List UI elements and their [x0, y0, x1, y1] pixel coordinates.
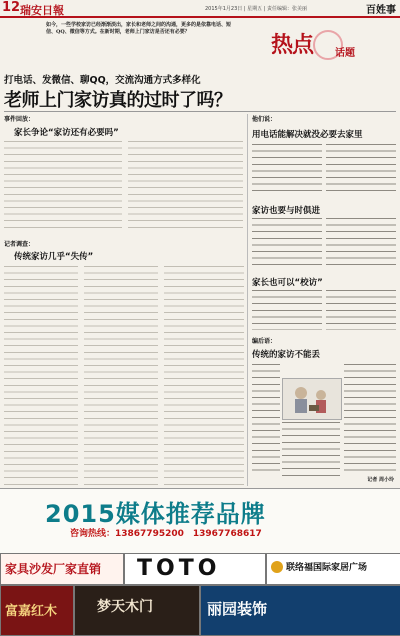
article-body: [164, 266, 244, 486]
article-title: 家长争论“家访还有必要吗”: [14, 128, 119, 138]
hotspot-main: 热点: [271, 33, 314, 58]
article-title: 传统的家访不能丢: [252, 350, 321, 360]
article-body: [344, 364, 396, 476]
ad-mall[interactable]: [266, 553, 400, 585]
article-body: [128, 141, 243, 233]
ad-fuli[interactable]: [0, 585, 74, 636]
label-they-say: 他们说：: [252, 116, 277, 123]
label-event: 事件回放：: [4, 116, 35, 123]
headline: 老师上门家访真的过时了吗？: [4, 90, 232, 111]
ad-furniture-name: 家具沙发厂家直销: [5, 562, 102, 576]
ad-grid: [0, 553, 400, 634]
ad-furniture[interactable]: [0, 553, 124, 585]
subheadline: 打电话、发微信、聊QQ，交流沟通方式多样化: [4, 75, 201, 86]
article-body: [4, 141, 122, 233]
intro-text: 如今，一些学校家访已经渐渐淡出，家长和老师之间的沟通，更多的是依靠电话、短信、QQ、微信等方式。在新时期，老师上门家访是否还有必要？: [46, 22, 232, 36]
hotspot-sub: 话题: [335, 48, 355, 59]
ad-banner-phone: 咨询热线：13867795200 13967768617: [70, 529, 262, 539]
ad-lihe[interactable]: [200, 585, 400, 636]
article-body: [282, 422, 340, 476]
article-body: [252, 364, 280, 476]
article-title: 家访也要与时俱进: [252, 206, 321, 216]
article-body: [252, 218, 322, 268]
ad-toto[interactable]: [124, 553, 266, 585]
article-body: [326, 218, 396, 268]
article-title: 家长也可以“校访”: [252, 278, 323, 288]
article-title: 传统家访几乎“失传”: [14, 252, 94, 262]
ad-lihe-name: 丽园装饰: [207, 600, 268, 618]
ad-mall-name: 联络福国际家居广场: [286, 563, 368, 573]
section-title: 百姓事: [366, 5, 396, 16]
label-survey: 记者调查：: [4, 241, 35, 248]
dateline: 2015年1月23日 | 星期五 | 责任编辑：张美丽: [205, 6, 307, 12]
article-body: [252, 290, 322, 330]
article-title: 用电话能解决就没必要去家里: [252, 130, 363, 140]
divider: [4, 111, 396, 112]
column-divider: [247, 114, 248, 486]
page-number: 12: [2, 0, 21, 15]
article-body: [84, 266, 158, 486]
label-postscript: 编后语：: [252, 338, 277, 345]
hotspot-logo: [265, 26, 375, 66]
byline: 记者 周小玲: [367, 477, 394, 483]
mall-logo-icon: [271, 561, 283, 573]
article-body: [4, 266, 78, 486]
ad-fuli-name: 富嘉红木: [5, 604, 58, 619]
paper-name: 瑞安日報: [20, 4, 64, 17]
ad-mengtian-name: 梦天木门: [97, 599, 153, 615]
ad-mengtian[interactable]: [74, 585, 200, 636]
illustration-drawing: [283, 379, 341, 419]
illustration-image: [282, 378, 342, 420]
article-body: [326, 290, 396, 330]
article-body: [326, 144, 396, 196]
article-body: [252, 144, 322, 196]
ad-banner-title: 2015媒体推荐品牌: [45, 500, 266, 528]
ad-toto-logo: TOTO: [137, 556, 221, 581]
